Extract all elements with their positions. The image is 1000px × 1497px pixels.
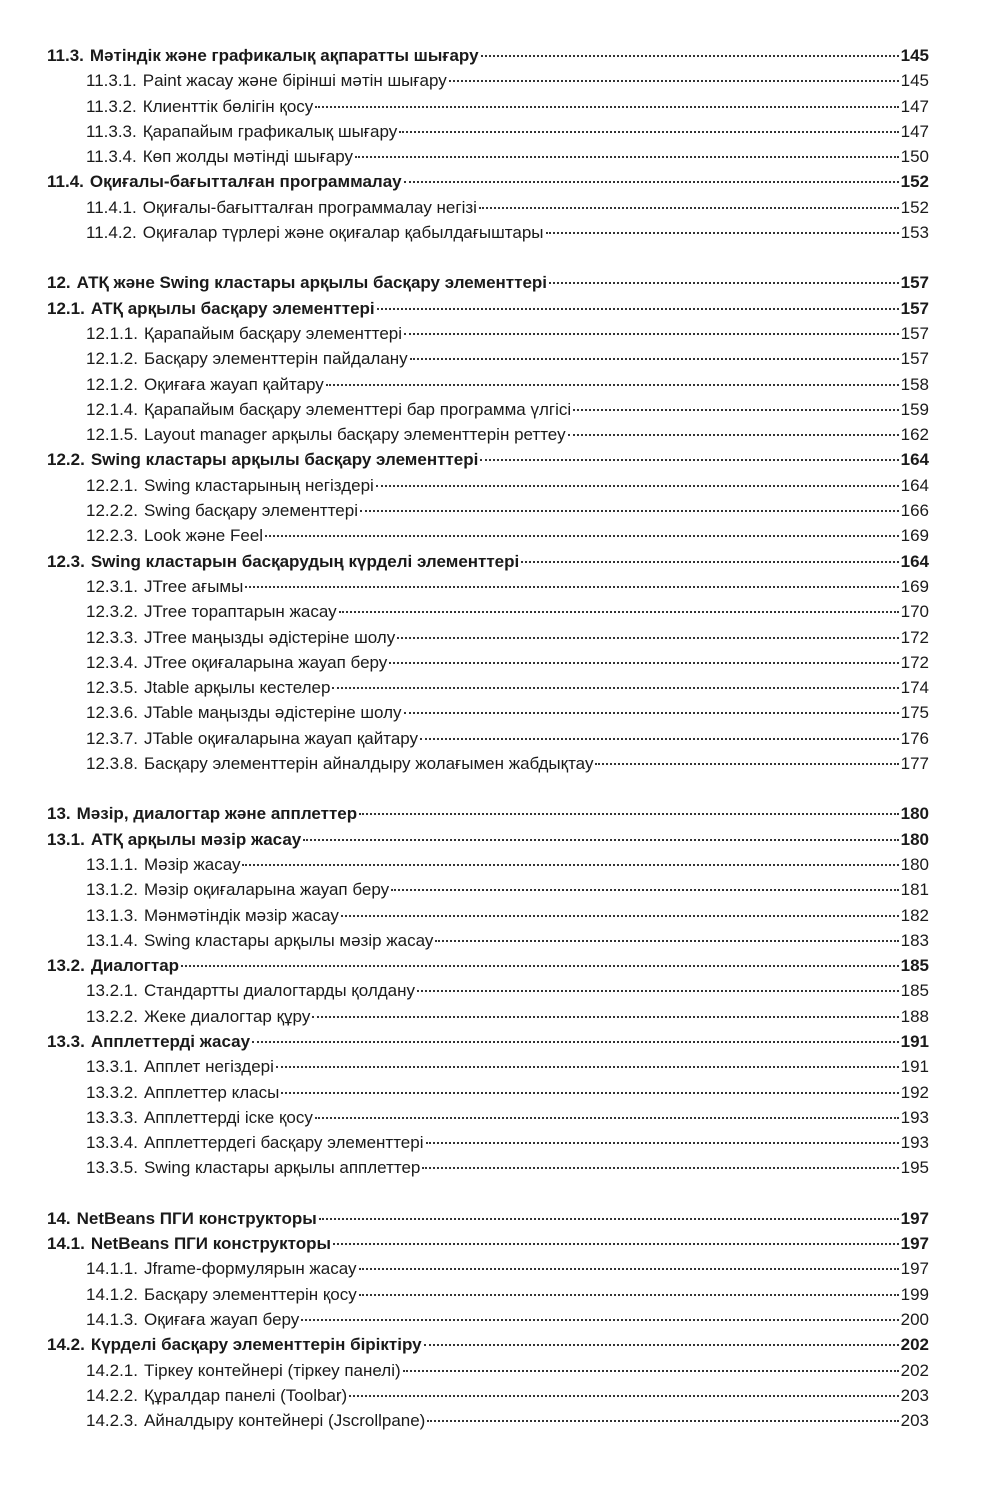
- toc-entry-page-number: 191: [900, 1057, 929, 1077]
- toc-entry-number: 13.3.3.: [86, 1107, 138, 1127]
- toc-entry-page-number: 159: [900, 399, 929, 419]
- toc-entry-title: Оқиғаға жауап беру: [144, 1309, 300, 1329]
- toc-dot-leader: [315, 1117, 899, 1119]
- toc-dot-leader: [376, 485, 899, 487]
- toc-dot-leader: [426, 1142, 899, 1144]
- toc-entry-title: Қарапайым графикалық шығару: [142, 121, 398, 141]
- toc-subsection-row[interactable]: [47, 498, 929, 523]
- toc-entry-title: JTree маңызды әдістеріне шолу: [144, 627, 396, 647]
- toc-entry-title: Оқиғалы-бағытталған программалау: [89, 172, 402, 192]
- toc-entry-page-number: 150: [900, 147, 929, 167]
- toc-subsection-row[interactable]: [47, 94, 929, 119]
- toc-dot-leader: [265, 535, 899, 537]
- toc-subsection-row[interactable]: [47, 144, 929, 169]
- toc-entry-number: 13.3.: [47, 1031, 85, 1051]
- toc-subsection-row[interactable]: [47, 726, 929, 751]
- toc-entry-number: 14.2.1.: [86, 1360, 138, 1380]
- toc-subsection-row[interactable]: [47, 1054, 929, 1079]
- toc-entry-page-number: 147: [900, 96, 929, 116]
- toc-dot-leader: [549, 282, 899, 284]
- toc-entry-number: 12.3.4.: [86, 652, 138, 672]
- toc-entry-title: Swing басқару элементтері: [144, 501, 358, 521]
- toc-entry-title: Құралдар панелі (Toolbar): [144, 1385, 348, 1405]
- toc-dot-leader: [181, 965, 899, 967]
- toc-entry-number: 12.3.6.: [86, 703, 138, 723]
- toc-entry-title: JTree тораптарын жасау: [144, 602, 337, 622]
- toc-entry-number: 12.2.: [47, 450, 85, 470]
- toc-entry-title: Paint жасау және бірінші мәтін шығару: [142, 71, 447, 91]
- toc-chapter-row[interactable]: [47, 801, 929, 826]
- toc-entry-number: 12.3.: [47, 551, 85, 571]
- toc-subsection-row[interactable]: [47, 1256, 929, 1281]
- toc-entry-number: 12.2.2.: [86, 501, 138, 521]
- toc-section-row[interactable]: [47, 549, 929, 574]
- toc-entry-title: Апплет негіздері: [144, 1057, 274, 1077]
- toc-entry-title: Swing кластары арқылы басқару элементтері: [90, 450, 479, 470]
- toc-entry-number: 13.1.4.: [86, 930, 138, 950]
- toc-entry-page-number: 164: [900, 475, 929, 495]
- toc-entry-page-number: 182: [900, 905, 929, 925]
- toc-entry-page-number: 185: [900, 956, 929, 976]
- toc-entry-number: 14.2.: [47, 1335, 85, 1355]
- toc-entry-number: 14.1.2.: [86, 1284, 138, 1304]
- toc-entry-page-number: 188: [900, 1006, 929, 1026]
- toc-entry-page-number: 203: [900, 1411, 929, 1431]
- toc-entry-title: Look және Feel: [144, 526, 264, 546]
- toc-entry-title: АТҚ арқылы мәзір жасау: [90, 829, 302, 849]
- toc-entry-page-number: 185: [900, 981, 929, 1001]
- toc-subsection-row[interactable]: [47, 1004, 929, 1029]
- toc-subsection-row[interactable]: [47, 1383, 929, 1408]
- toc-entry-title: Қарапайым басқару элементтері: [144, 323, 403, 343]
- toc-dot-leader: [301, 1319, 898, 1321]
- toc-dot-leader: [568, 434, 899, 436]
- toc-entry-number: 13.3.1.: [86, 1057, 138, 1077]
- toc-entry-page-number: 172: [900, 652, 929, 672]
- toc-entry-page-number: 193: [900, 1107, 929, 1127]
- toc-entry-title: АТҚ және Swing кластары арқылы басқару элементтері: [76, 273, 548, 293]
- toc-section-row[interactable]: [47, 169, 929, 194]
- toc-dot-leader: [339, 611, 899, 613]
- toc-entry-number: 13.: [47, 804, 71, 824]
- toc-entry-number: 11.3.4.: [86, 147, 137, 167]
- toc-dot-leader: [245, 586, 898, 588]
- toc-section-row[interactable]: [47, 827, 929, 852]
- toc-entry-page-number: 197: [900, 1234, 929, 1254]
- toc-entry-title: JTable оқиғаларына жауап қайтару: [144, 728, 419, 748]
- toc-entry-page-number: 180: [900, 854, 929, 874]
- toc-entry-page-number: 145: [900, 71, 929, 91]
- toc-entry-title: Оқиғалы-бағытталған программалау негізі: [142, 197, 477, 217]
- toc-entry-number: 14.2.3.: [86, 1411, 138, 1431]
- toc-dot-leader: [360, 510, 899, 512]
- toc-dot-leader: [422, 1167, 898, 1169]
- toc-dot-leader: [319, 1218, 899, 1220]
- toc-dot-leader: [404, 181, 899, 183]
- toc-chapter-row[interactable]: [47, 270, 929, 295]
- toc-dot-leader: [349, 1395, 898, 1397]
- toc-section-row[interactable]: [47, 447, 929, 472]
- toc-entry-title: Басқару элементтерін пайдалану: [144, 349, 408, 369]
- toc-dot-leader: [420, 738, 899, 740]
- toc-entry-page-number: 180: [900, 804, 929, 824]
- toc-entry-page-number: 145: [900, 46, 929, 65]
- toc-entry-title: NetBeans ПГИ конструкторы: [90, 1234, 331, 1254]
- toc-entry-number: 13.1.3.: [86, 905, 138, 925]
- toc-dot-leader: [404, 333, 899, 335]
- toc-entry-number: 12.3.8.: [86, 754, 138, 774]
- toc-entry-page-number: 170: [900, 602, 929, 622]
- toc-entry-title: Стандартты диалогтарды қолдану: [144, 981, 415, 1001]
- toc-subsection-row[interactable]: [47, 1307, 929, 1332]
- toc-section-row[interactable]: [47, 296, 929, 321]
- toc-dot-leader: [312, 1016, 898, 1018]
- toc-entry-page-number: 176: [900, 728, 929, 748]
- toc-entry-number: 14.1.: [47, 1234, 85, 1254]
- toc-entry-title: Мәтіндік және графикалық ақпаратты шығару: [89, 46, 479, 65]
- toc-dot-leader: [326, 384, 899, 386]
- toc-dot-leader: [481, 55, 899, 57]
- toc-entry-title: Диалогтар: [90, 956, 180, 976]
- toc-entry-page-number: 157: [900, 273, 929, 293]
- toc-entry-title: Jtable арқылы кестелер: [144, 678, 331, 698]
- toc-subsection-row[interactable]: [47, 599, 929, 624]
- toc-entry-title: Апплеттердегі басқару элементтері: [144, 1133, 424, 1153]
- toc-entry-title: Басқару элементтерін айналдыру жолағымен жабдықтау: [144, 754, 594, 774]
- toc-entry-number: 13.1.2.: [86, 880, 138, 900]
- toc-entry-page-number: 152: [900, 197, 929, 217]
- toc-entry-title: JTree ағымы: [144, 576, 244, 596]
- toc-entry-page-number: 169: [900, 526, 929, 546]
- toc-entry-number: 13.2.1.: [86, 981, 138, 1001]
- toc-dot-leader: [479, 207, 899, 209]
- toc-subsection-row[interactable]: [47, 523, 929, 548]
- toc-entry-page-number: 181: [900, 880, 929, 900]
- toc-subsection-row[interactable]: [47, 1130, 929, 1155]
- toc-subsection-row[interactable]: [47, 422, 929, 447]
- toc-subsection-row[interactable]: [47, 346, 929, 371]
- toc-dot-leader: [404, 712, 899, 714]
- toc-entry-title: Айналдыру контейнері (Jscrollpane): [144, 1411, 426, 1431]
- toc-subsection-row[interactable]: [47, 372, 929, 397]
- toc-dot-leader: [252, 1041, 899, 1043]
- toc-subsection-row[interactable]: [47, 473, 929, 498]
- toc-entry-title: Апплеттерді іске қосу: [144, 1107, 313, 1127]
- toc-entry-title: Swing кластары арқылы апплеттер: [144, 1158, 421, 1178]
- toc-entry-title: Мәзір, диалогтар және апплеттер: [76, 804, 358, 824]
- toc-entry-title: Басқару элементтерін қосу: [144, 1284, 357, 1304]
- toc-entry-number: 12.3.5.: [86, 678, 138, 698]
- toc-entry-title: Мәнмәтіндік мәзір жасау: [144, 905, 339, 925]
- toc-entry-page-number: 174: [900, 678, 929, 698]
- toc-entry-page-number: 200: [900, 1309, 929, 1329]
- toc-entry-number: 12.: [47, 273, 71, 293]
- toc-section-row[interactable]: [47, 1231, 929, 1256]
- toc-subsection-row[interactable]: [47, 978, 929, 1003]
- toc-dot-leader: [276, 1066, 899, 1068]
- toc-entry-title: Layout manager арқылы басқару элементтерін реттеу: [144, 425, 566, 445]
- toc-entry-number: 12.3.7.: [86, 728, 138, 748]
- toc-entry-page-number: 192: [900, 1082, 929, 1102]
- toc-entry-number: 14.: [47, 1208, 71, 1228]
- toc-dot-leader: [315, 106, 898, 108]
- toc-dot-leader: [359, 1268, 899, 1270]
- toc-dot-leader: [417, 990, 899, 992]
- toc-entry-page-number: 157: [900, 323, 929, 343]
- toc-entry-number: 12.3.2.: [86, 602, 138, 622]
- toc-dot-leader: [435, 940, 898, 942]
- toc-dot-leader: [281, 1092, 898, 1094]
- toc-entry-page-number: 203: [900, 1385, 929, 1405]
- toc-dot-leader: [332, 687, 898, 689]
- toc-subsection-row[interactable]: [47, 852, 929, 877]
- toc-entry-number: 14.1.3.: [86, 1309, 138, 1329]
- toc-subsection-row[interactable]: [47, 119, 929, 144]
- toc-dot-leader: [399, 131, 898, 133]
- toc-entry-title: Жеке диалогтар құру: [144, 1006, 311, 1026]
- toc-entry-page-number: 177: [900, 754, 929, 774]
- toc-entry-number: 12.1.4.: [86, 399, 138, 419]
- toc-dot-leader: [355, 156, 899, 158]
- toc-dot-leader: [410, 358, 899, 360]
- toc-entry-title: Көп жолды мәтінді шығару: [142, 147, 354, 167]
- toc-entry-title: Мәзір оқиғаларына жауап беру: [144, 880, 390, 900]
- toc-entry-number: 12.3.3.: [86, 627, 138, 647]
- toc-subsection-row[interactable]: [47, 650, 929, 675]
- toc-entry-number: 12.2.1.: [86, 475, 138, 495]
- toc-entry-page-number: 202: [900, 1360, 929, 1380]
- toc-entry-page-number: 183: [900, 930, 929, 950]
- toc-entry-number: 14.1.1.: [86, 1259, 138, 1279]
- toc-subsection-row[interactable]: [47, 397, 929, 422]
- toc-dot-leader: [449, 80, 899, 82]
- toc-dot-leader: [303, 839, 898, 841]
- toc-section-row[interactable]: [47, 1029, 929, 1054]
- toc-entry-title: Оқиғалар түрлері және оқиғалар қабылдағыштары: [142, 223, 544, 243]
- toc-section-row[interactable]: [47, 953, 929, 978]
- toc-entry-number: 11.3.: [47, 46, 84, 65]
- toc-entry-page-number: 169: [900, 576, 929, 596]
- toc-dot-leader: [397, 637, 898, 639]
- toc-section-row[interactable]: [47, 1332, 929, 1357]
- toc-entry-number: 13.3.5.: [86, 1158, 138, 1178]
- toc-entry-page-number: 197: [900, 1208, 929, 1228]
- toc-entry-page-number: 175: [900, 703, 929, 723]
- toc-dot-leader: [359, 1294, 899, 1296]
- toc-entry-page-number: 180: [900, 829, 929, 849]
- toc-entry-number: 11.3.3.: [86, 121, 137, 141]
- toc-entry-page-number: 195: [900, 1158, 929, 1178]
- toc-entry-number: 11.4.1.: [86, 197, 137, 217]
- toc-entry-title: Swing кластары арқылы мәзір жасау: [144, 930, 434, 950]
- toc-entry-number: 12.3.1.: [86, 576, 138, 596]
- toc-dot-leader: [521, 561, 898, 563]
- toc-entry-number: 13.1.1.: [86, 854, 138, 874]
- toc-dot-leader: [546, 232, 899, 234]
- toc-subsection-row[interactable]: [47, 220, 929, 245]
- toc-entry-number: 14.2.2.: [86, 1385, 138, 1405]
- toc-dot-leader: [480, 459, 898, 461]
- toc-dot-leader: [427, 1420, 898, 1422]
- toc-entry-title: Мәзір жасау: [144, 854, 241, 874]
- toc-entry-page-number: 166: [900, 501, 929, 521]
- toc-dot-leader: [377, 308, 899, 310]
- toc-entry-page-number: 152: [900, 172, 929, 192]
- toc-entry-title: Клиенттік бөлігін қосу: [142, 96, 314, 116]
- toc-dot-leader: [389, 662, 898, 664]
- toc-entry-page-number: 157: [900, 298, 929, 318]
- toc-subsection-row[interactable]: [47, 700, 929, 725]
- toc-subsection-row[interactable]: [47, 928, 929, 953]
- toc-entry-number: 13.2.: [47, 956, 85, 976]
- toc-entry-page-number: 202: [900, 1335, 929, 1355]
- toc-dot-leader: [333, 1243, 899, 1245]
- table-of-contents: [47, 43, 929, 1433]
- toc-entry-page-number: 147: [900, 121, 929, 141]
- toc-dot-leader: [341, 915, 899, 917]
- toc-entry-page-number: 191: [900, 1031, 929, 1051]
- toc-subsection-row[interactable]: [47, 1105, 929, 1130]
- toc-subsection-row[interactable]: [47, 1358, 929, 1383]
- toc-entry-title: Swing кластарының негіздері: [144, 475, 374, 495]
- toc-entry-title: Тіркеу контейнері (тіркеу панелі): [144, 1360, 401, 1380]
- toc-subsection-row[interactable]: [47, 321, 929, 346]
- toc-dot-leader: [359, 813, 899, 815]
- toc-subsection-row[interactable]: [47, 1080, 929, 1105]
- toc-entry-number: 11.3.2.: [86, 96, 137, 116]
- toc-entry-title: Оқиғаға жауап қайтару: [144, 374, 324, 394]
- toc-dot-leader: [424, 1344, 899, 1346]
- toc-entry-page-number: 162: [900, 425, 929, 445]
- toc-subsection-row[interactable]: [47, 903, 929, 928]
- toc-subsection-row[interactable]: [47, 877, 929, 902]
- toc-subsection-row[interactable]: [47, 68, 929, 93]
- toc-entry-number: 12.2.3.: [86, 526, 138, 546]
- toc-entry-title: JTree оқиғаларына жауап беру: [144, 652, 388, 672]
- toc-dot-leader: [391, 889, 899, 891]
- toc-subsection-row[interactable]: [47, 574, 929, 599]
- toc-entry-number: 13.3.2.: [86, 1082, 138, 1102]
- toc-entry-number: 12.1.: [47, 298, 85, 318]
- toc-entry-page-number: 157: [900, 349, 929, 369]
- toc-subsection-row[interactable]: [47, 751, 929, 776]
- toc-entry-title: JTable маңызды әдістеріне шолу: [144, 703, 402, 723]
- toc-entry-number: 11.4.2.: [86, 223, 137, 243]
- toc-subsection-row[interactable]: [47, 625, 929, 650]
- toc-entry-page-number: 153: [900, 223, 929, 243]
- toc-subsection-row[interactable]: [47, 675, 929, 700]
- toc-entry-page-number: 164: [900, 450, 929, 470]
- toc-entry-title: NetBeans ПГИ конструкторы: [76, 1208, 317, 1228]
- toc-entry-number: 12.1.5.: [86, 425, 138, 445]
- toc-chapter-row[interactable]: [47, 1206, 929, 1231]
- toc-subsection-row[interactable]: [47, 195, 929, 220]
- toc-entry-title: Қарапайым басқару элементтері бар программа үлгісі: [144, 399, 572, 419]
- toc-entry-number: 11.4.: [47, 172, 84, 192]
- toc-entry-number: 13.2.2.: [86, 1006, 138, 1026]
- toc-entry-number: 13.1.: [47, 829, 85, 849]
- toc-entry-page-number: 193: [900, 1133, 929, 1153]
- toc-entry-title: АТҚ арқылы басқару элементтері: [90, 298, 375, 318]
- toc-entry-number: 12.1.2.: [86, 349, 138, 369]
- toc-entry-page-number: 172: [900, 627, 929, 647]
- toc-dot-leader: [403, 1370, 899, 1372]
- toc-entry-number: 13.3.4.: [86, 1133, 138, 1153]
- toc-entry-title: Jframe-формулярын жасау: [144, 1259, 357, 1279]
- toc-entry-page-number: 158: [900, 374, 929, 394]
- toc-entry-page-number: 197: [900, 1259, 929, 1279]
- toc-entry-title: Апплеттерді жасау: [90, 1031, 251, 1051]
- toc-dot-leader: [595, 763, 898, 765]
- toc-entry-title: Swing кластарын басқарудың күрделі элементтері: [90, 551, 520, 571]
- toc-entry-title: Күрделі басқару элементтерін біріктіру: [90, 1335, 422, 1355]
- toc-entry-number: 12.1.2.: [86, 374, 138, 394]
- toc-subsection-row[interactable]: [47, 1408, 929, 1433]
- toc-entry-number: 12.1.1.: [86, 323, 138, 343]
- toc-entry-title: Апплеттер класы: [144, 1082, 280, 1102]
- toc-section-row[interactable]: [47, 43, 929, 68]
- toc-subsection-row[interactable]: [47, 1155, 929, 1180]
- toc-entry-page-number: 199: [900, 1284, 929, 1304]
- toc-dot-leader: [242, 864, 898, 866]
- toc-entry-number: 11.3.1.: [86, 71, 137, 91]
- toc-dot-leader: [573, 409, 898, 411]
- toc-subsection-row[interactable]: [47, 1282, 929, 1307]
- toc-entry-page-number: 164: [900, 551, 929, 571]
